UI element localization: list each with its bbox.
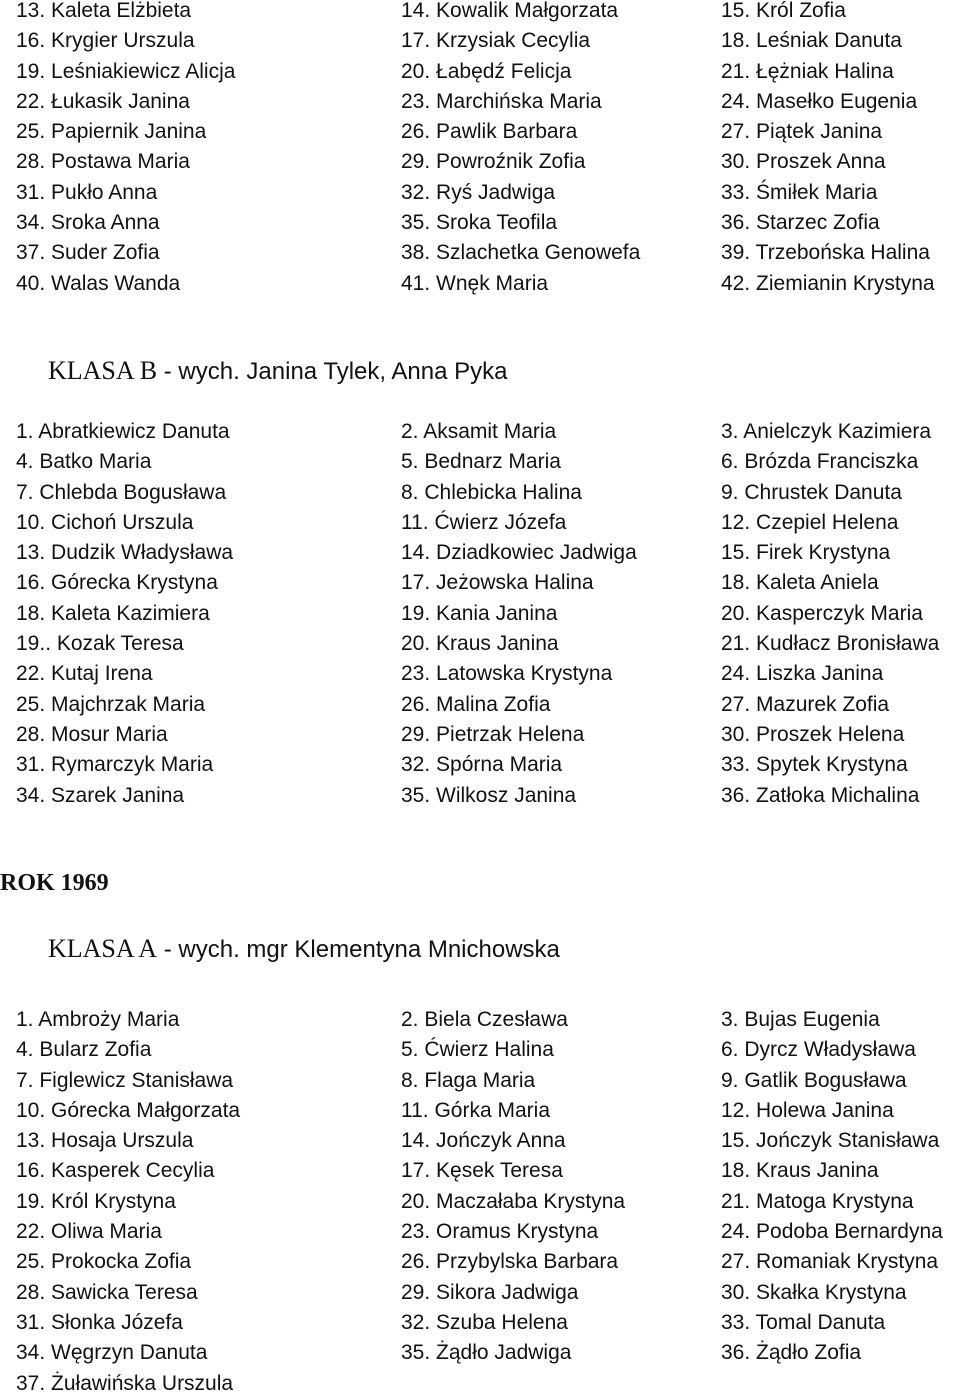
student-entry: 29. Sikora Jadwiga: [401, 1280, 579, 1304]
student-entry: 19. Kania Janina: [401, 601, 558, 625]
student-entry: 3. Anielczyk Kazimiera: [721, 420, 932, 443]
student-entry: 26. Pawlik Barbara: [401, 120, 578, 144]
klasa-a-heading-rest: - wych. mgr Klementyna Mnichowska: [157, 936, 560, 963]
student-entry: 30. Proszek Anna: [721, 150, 886, 174]
student-entry: 28. Postawa Maria: [16, 150, 190, 174]
student-entry: 3. Bujas Eugenia: [721, 1008, 880, 1031]
student-entry: 26. Przybylska Barbara: [401, 1250, 619, 1274]
student-entry: 13. Dudzik Władysława: [16, 541, 234, 565]
student-entry: 15. Jończyk Stanisława: [721, 1129, 940, 1153]
student-entry: 18. Kraus Janina: [721, 1159, 879, 1183]
student-entry: 32. Ryś Jadwiga: [401, 180, 556, 204]
student-entry: 19. Król Krystyna: [16, 1189, 176, 1213]
student-entry: 27. Mazurek Zofia: [721, 692, 890, 716]
student-entry: 10. Górecka Małgorzata: [16, 1098, 241, 1122]
year-heading: ROK 1969: [0, 870, 109, 896]
student-entry: 39. Trzebońska Halina: [721, 241, 930, 265]
student-entry: 1. Abratkiewicz Danuta: [16, 420, 230, 443]
student-entry: 21. Kudłacz Bronisława: [721, 632, 940, 656]
student-list-klasa-a: [0, 1005, 960, 1399]
klasa-b-heading-main: KLASA B: [48, 356, 158, 385]
student-entry: 11. Ćwierz Józefa: [401, 510, 567, 534]
student-entry: 14. Jończyk Anna: [401, 1129, 566, 1153]
student-entry: 42. Ziemianin Krystyna: [721, 271, 935, 295]
student-entry: 31. Pukło Anna: [16, 180, 158, 204]
student-entry: 41. Wnęk Maria: [401, 271, 549, 295]
student-entry: 13. Hosaja Urszula: [16, 1129, 194, 1153]
student-entry: 24. Liszka Janina: [721, 662, 884, 686]
student-entry: 1. Ambroży Maria: [16, 1008, 180, 1031]
student-entry: 2. Biela Czesława: [401, 1008, 568, 1031]
student-entry: 28. Mosur Maria: [16, 722, 168, 746]
student-entry: 20. Łabędź Felicja: [401, 59, 572, 83]
student-entry: 17. Krzysiak Cecylia: [401, 29, 591, 53]
student-entry: 36. Starzec Zofia: [721, 211, 880, 235]
student-entry: 6. Brózda Franciszka: [721, 450, 919, 474]
klasa-b-heading-rest: - wych. Janina Tylek, Anna Pyka: [157, 358, 508, 385]
klasa-a-heading: [48, 934, 560, 964]
student-entry: 35. Wilkosz Janina: [401, 783, 577, 807]
student-entry: 2. Aksamit Maria: [401, 420, 557, 443]
student-entry: 29. Powroźnik Zofia: [401, 150, 586, 174]
student-entry: [385, 1369, 705, 1399]
student-entry: 23. Oramus Krystyna: [401, 1220, 599, 1244]
student-entry: 40. Walas Wanda: [16, 271, 181, 295]
student-entry: 8. Flaga Maria: [401, 1068, 536, 1092]
student-entry: 20. Kasperczyk Maria: [721, 601, 923, 625]
student-entry: 8. Chlebicka Halina: [401, 480, 582, 504]
student-entry: [705, 1369, 960, 1399]
student-entry: 21. Matoga Krystyna: [721, 1189, 914, 1213]
student-entry: 14. Dziadkowiec Jadwiga: [401, 541, 637, 565]
student-entry: 16. Krygier Urszula: [16, 29, 195, 53]
student-entry: 23. Latowska Krystyna: [401, 662, 613, 686]
student-entry: 15. Firek Krystyna: [721, 541, 891, 565]
klasa-b-heading: [48, 356, 507, 386]
student-entry: 18. Kaleta Aniela: [721, 571, 879, 595]
student-entry: 33. Tomal Danuta: [721, 1310, 886, 1334]
student-entry: 18. Leśniak Danuta: [721, 29, 902, 53]
student-entry: 32. Szuba Helena: [401, 1310, 568, 1334]
student-entry: 22. Łukasik Janina: [16, 89, 190, 113]
student-entry: 16. Kasperek Cecylia: [16, 1159, 215, 1183]
student-entry: 35. Sroka Teofila: [401, 211, 558, 235]
student-entry: 13. Kaleta Elżbieta: [16, 0, 192, 22]
student-entry: 14. Kowalik Małgorzata: [401, 0, 619, 22]
student-entry: 33. Śmiłek Maria: [721, 180, 878, 204]
klasa-a-heading-main: KLASA A: [48, 934, 158, 963]
student-list-top: [0, 0, 960, 299]
student-entry: 27. Piątek Janina: [721, 120, 883, 144]
student-entry: 26. Malina Zofia: [401, 692, 551, 716]
student-entry: 10. Cichoń Urszula: [16, 510, 194, 534]
student-entry: 37. Suder Zofia: [16, 241, 160, 265]
student-entry: 22. Oliwa Maria: [16, 1220, 162, 1244]
student-entry: 24. Podoba Bernardyna: [721, 1220, 943, 1244]
student-entry: 23. Marchińska Maria: [401, 89, 602, 113]
student-entry: 34. Szarek Janina: [16, 783, 185, 807]
student-entry: 30. Proszek Helena: [721, 722, 905, 746]
student-entry: 25. Majchrzak Maria: [16, 692, 206, 716]
student-entry: 28. Sawicka Teresa: [16, 1280, 198, 1304]
student-entry: 21. Łężniak Halina: [721, 59, 894, 83]
student-entry: 15. Król Zofia: [721, 0, 846, 22]
student-entry: 17. Jeżowska Halina: [401, 571, 594, 595]
student-entry: 6. Dyrcz Władysława: [721, 1038, 916, 1062]
student-entry: 38. Szlachetka Genowefa: [401, 241, 641, 265]
student-entry: 5. Bednarz Maria: [401, 450, 561, 474]
student-entry: 37. Żuławińska Urszula: [16, 1371, 234, 1395]
student-entry: 12. Holewa Janina: [721, 1098, 894, 1122]
student-entry: 30. Skałka Krystyna: [721, 1280, 907, 1304]
student-entry: 5. Ćwierz Halina: [401, 1038, 554, 1062]
student-entry: 36. Zatłoka Michalina: [721, 783, 920, 807]
student-entry: 34. Sroka Anna: [16, 211, 160, 235]
student-entry: 11. Górka Maria: [401, 1098, 550, 1122]
student-entry: 7. Figlewicz Stanisława: [16, 1068, 234, 1092]
student-entry: 25. Prokocka Zofia: [16, 1250, 192, 1274]
student-entry: 20. Maczałaba Krystyna: [401, 1189, 626, 1213]
student-entry: 24. Masełko Eugenia: [721, 89, 918, 113]
student-entry: 9. Chrustek Danuta: [721, 480, 902, 504]
student-entry: 36. Żądło Zofia: [721, 1341, 862, 1365]
student-entry: 29. Pietrzak Helena: [401, 722, 585, 746]
student-entry: 31. Rymarczyk Maria: [16, 753, 214, 777]
student-entry: 33. Spytek Krystyna: [721, 753, 908, 777]
student-entry: 19. Leśniakiewicz Alicja: [16, 59, 236, 83]
student-entry: 25. Papiernik Janina: [16, 120, 207, 144]
student-entry: 35. Żądło Jadwiga: [401, 1341, 572, 1365]
student-entry: 17. Kęsek Teresa: [401, 1159, 563, 1183]
student-entry: 9. Gatlik Bogusława: [721, 1068, 907, 1092]
student-entry: 31. Słonka Józefa: [16, 1310, 183, 1334]
student-entry: 16. Górecka Krystyna: [16, 571, 218, 595]
student-entry: 22. Kutaj Irena: [16, 662, 153, 686]
student-entry: 19.. Kozak Teresa: [16, 632, 184, 656]
student-entry: 4. Bularz Zofia: [16, 1038, 152, 1062]
student-entry: 34. Węgrzyn Danuta: [16, 1341, 208, 1365]
student-list-klasa-b: [0, 417, 960, 811]
student-entry: 18. Kaleta Kazimiera: [16, 601, 210, 625]
student-entry: 27. Romaniak Krystyna: [721, 1250, 939, 1274]
student-entry: 7. Chlebda Bogusława: [16, 480, 227, 504]
student-entry: 12. Czepiel Helena: [721, 510, 899, 534]
student-entry: 20. Kraus Janina: [401, 632, 559, 656]
student-entry: 4. Batko Maria: [16, 450, 152, 474]
student-entry: 32. Spórna Maria: [401, 753, 563, 777]
